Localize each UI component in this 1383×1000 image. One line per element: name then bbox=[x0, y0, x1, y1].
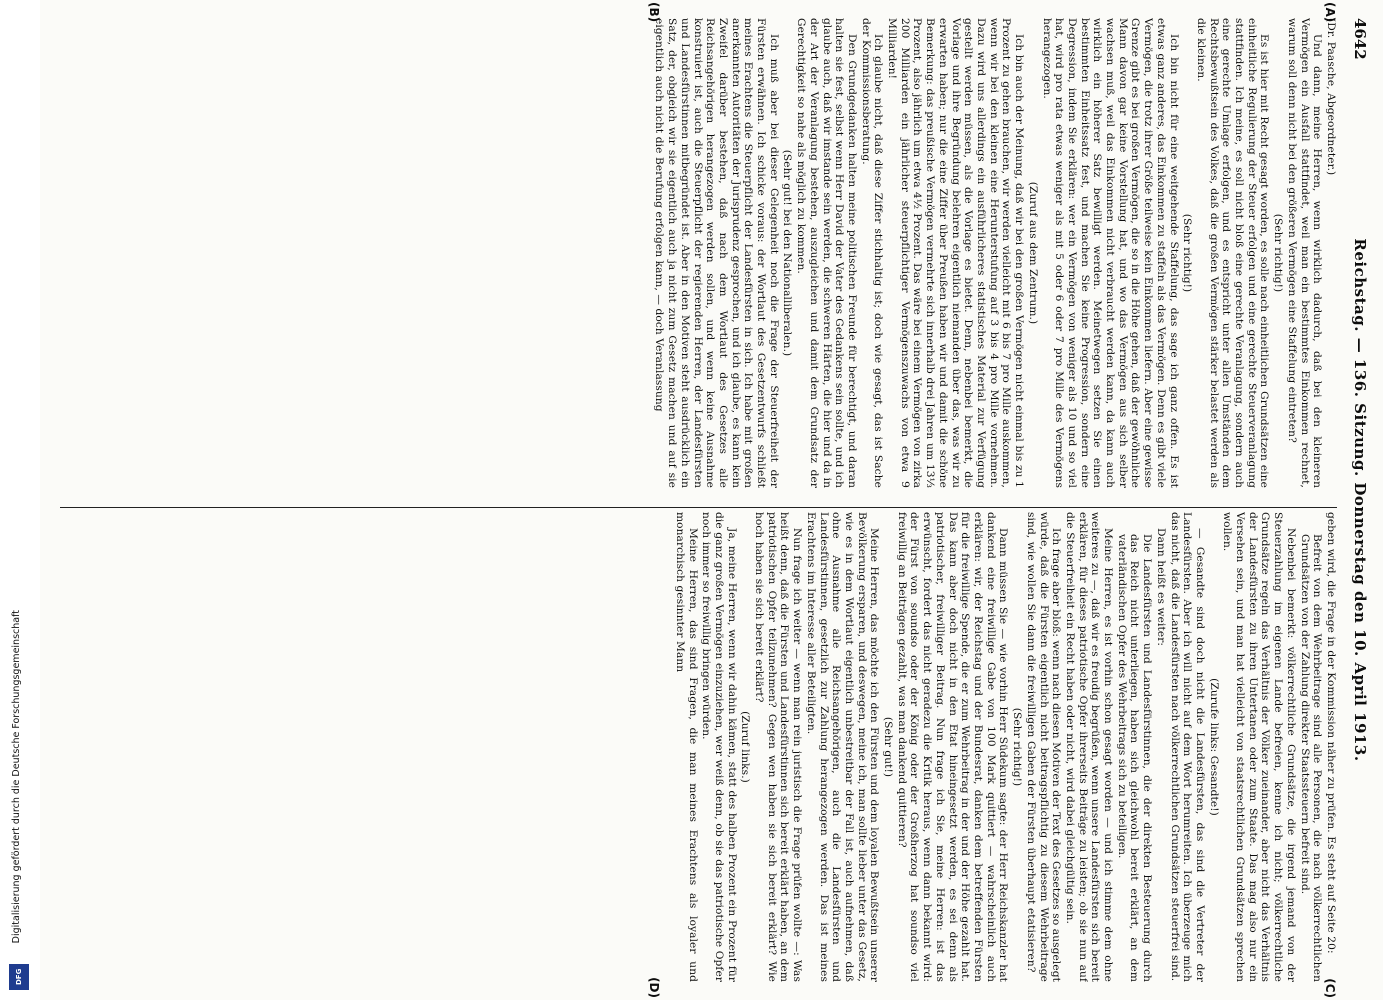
left-column-paragraph: (Sehr richtig!) bbox=[1272, 213, 1285, 293]
left-column-paragraph: Ich glaube nicht, daß diese Ziffer stichhaltig ist; doch wie gesagt, das ist Sache der Kommissionsberatung. bbox=[859, 18, 885, 488]
right-column-paragraph: Dann heißt es weiter: bbox=[1154, 528, 1167, 647]
right-column-paragraph: Meine Herren, das möchte ich den Fürsten und dem loyalen Bewußtsein unserer Bevölkerung ersparen, und deswegen, meine ich, man sollte lieber unter das Gesetz, wie es in dem Wortlaut eigentlich unbestreitbar der Fall ist, auch aufnehmen, daß ohne Ausnahme alle Reichsangehörigen, auch die Landesfürsten und Landesfürstinnen, gesetzlich zur Zahlung herangezogen werden. Das ist meines Erachtens im Interesse aller Beteiligten. bbox=[804, 512, 881, 982]
left-column-paragraph: (Sehr gut! bei den Nationalliberalen.) bbox=[781, 149, 794, 357]
right-column-paragraph: — Gesandte sind doch nicht die Landesfürsten, das sind die Vertreter der Landesfürsten. Aber ich will nicht auf dem Wort herumreiten. Ich überzeuge mich das nicht, daß die Landesfürsten nach völkerrechtlichen Grundsätzen steuerfrei sind. bbox=[1168, 512, 1206, 982]
right-column-paragraph: Dann müssen Sie — wie vorhin Herr Südekum sagte: der Herr Reichskanzler hat dankend eine freiwillige Gabe von 100 Mark quittiert — wahrscheinlich auch erklären: wir, der Reichstag und der Bundesrat, danken dem betreffenden Fürsten für die freiwillige Spende, die er zum Wehrbeitrag in der und der Höhe gezahlt hat. Das kann aber doch nicht in den Etat hineingesetzt werden, es sei denn als patriotischer, freiwilliger Beitrag. Nun frage ich Sie, meine Herren: ist das erwünscht, fordert das nicht geradezu die Kritik heraus, wenn dann bekannt wird: der Fürst von soundso oder der König oder der Großherzog hat soundso viel freiwillig an Beiträgen gezahlt, was man dankend quittieren? bbox=[895, 512, 1010, 982]
right-column-paragraph: Ich frage aber bloß: wenn nach diesen Motiven der Text des Gesetzes so ausgelegt würde, daß die Fürsten eigentlich nicht beitragspflichtig zu diesem Wehrbeitrage sind, wie wollen Sie dann die freiwilligen Gaben der Fürsten überhaupt etatisieren? bbox=[1024, 512, 1063, 982]
right-column bbox=[60, 512, 1337, 982]
right-column-paragraph: Befreit von dem Wehrbeitrage sind alle Personen, die nach völkerrechtlichen Grundsätzen von der Zahlung direkter Staatssteuern befreit sind. bbox=[1298, 534, 1324, 982]
left-column-paragraph: Ich bin nicht für eine weitgehende Staffelung, das sage ich ganz offen. Es ist etwas ganz anderes, das Einkommen zu staffeln als das Vermögen. Denn es gibt viele Vermögen, die trotz ihrer Größe teilweise kein Einkommen liefern. Aber eine gewisse Grenze gibt es bei großen Vermögen, die so in die Höhe gehen, daß der gewöhnliche Mann davon gar keine Vorstellung hat, und wo das Vermögen aus sich selber wachsen muß, weil das Einkommen nicht verbraucht werden kann, da kann auch wirklich ein höherer Satz bewilligt werden. Meinetwegen setzen Sie einen bestimmten Einheitssatz fest, und machen Sie keine Progression, sondern eine Degression, indem Sie erklären: wer ein Vermögen von weniger als 10 und so viel hat, wird pro rata etwas weniger als mit 5 oder 6 oder 7 pro Mille des Vermögens herangezogen. bbox=[1040, 18, 1180, 488]
right-column-paragraph: Nebenbei bemerkt: völkerrechtliche Grundsätze, die irgend jemand von der Steuerzahlung im eigenen Lande befreien, kenne ich nicht; völkerrechtliche Grundsätze regeln das Verhältnis der Völker zueinander, aber nicht das Verhältnis der Landesfürsten zu ihren Untertanen oder zum Staate. Das mag also nur ein Versehen sein, und man hat vielleicht von staatsrechtlichen Grundsätzen sprechen wollen. bbox=[1221, 512, 1297, 982]
margin-letter-c: (C) bbox=[1323, 978, 1337, 998]
right-column-paragraph: (Zurufe links: Gesandte!) bbox=[1207, 678, 1220, 816]
page-header bbox=[1347, 18, 1369, 982]
digitization-footer bbox=[0, 0, 40, 1000]
right-column-paragraph: (Zuruf links.) bbox=[739, 711, 752, 783]
right-column-paragraph: (Sehr gut!) bbox=[882, 716, 895, 778]
scanned-page bbox=[40, 0, 1383, 1000]
left-column-paragraph: Ich bin auch der Meinung, daß wir bei den großen Vermögen nicht einmal bis zu 1 Prozent zu gehen brauchen, wir werden vielleicht mit 6 bis 7 pro Mille auskommen, wenn wir bei den kleinen eine Herunterstufung auf 3 bis 4 pro Mille vornehmen. Dazu wird uns allerdings ein ausführlicheres statistisches Material zur Verfügung gestellt werden müssen, als die Vorlage es bietet. Denn, nebenbei bemerkt, die Vorlage und ihre Begründung belehren eigentlich niemanden über das, was wir zu erwarten haben; nur die eine Ziffer über Preußen haben wir und damit die schöne Bemerkung: das preußische Vermögen vermehrte sich innerhalb drei Jahren um 13⅓ Prozent, also jährlich um etwa 4½ Prozent. Das wäre bei einem Vermögen von zirka 200 Milliarden ein jährlicher steuerpflichtiger Vermögenszuwachs von etwa 9 Milliarden! bbox=[886, 18, 1026, 488]
left-column-paragraph: Und dann, meine Herren, wenn wirklich dadurch, daß bei den kleineren Vermögen ein Ausfall stattfindet, weil man ein bestimmtes Einkommen rechnet, warum soll denn nicht bei den größeren Vermögen eine Staffelung eintreten? bbox=[1285, 18, 1324, 488]
right-column-paragraph: (Sehr richtig!) bbox=[1011, 707, 1024, 787]
page-number: 4642 bbox=[1351, 18, 1369, 60]
scanned-page-viewport bbox=[40, 0, 1383, 1000]
left-column-paragraph: Es ist hier mit Recht gesagt worden, es solle nach einheitlichen Grundsätzen eine einheitliche Regulierung der Steuer erfolgen und eine gerechte Steuerveranlagung stattfinden. Ich meine, es soll nicht bloß eine gerechte Veranlagung, sondern auch eine gerechte Umlage erfolgen, und es entspricht unter allen Umständen dem Rechtsbewußtsein des Volkes, daß die großen Vermögen stärker belastet werden als die kleinen. bbox=[1194, 18, 1271, 488]
left-column bbox=[60, 18, 1337, 488]
left-column-paragraph: Den Grundgedanken halten meine politischen Freunde für berechtigt, und daran halten sie fest, selbst wenn Herr David der Vater des Gedankens sein sollte, und ich glaube auch, daß wir imstande sein werden, die schweren Härten, die hier und da in der Art der Veranlagung bestehen, auszugleichen und damit dem Grundsatz der Gerechtigkeit so nahe als möglich zu kommen. bbox=[795, 18, 858, 488]
dfg-credit-text: Digitalisierung gefördert durch die Deutsche Forschungsgemeinschaft bbox=[11, 610, 22, 944]
text-columns bbox=[60, 18, 1337, 982]
right-column-paragraph: Meine Herren, es ist vorhin schon gesagt worden — und ich stimme dem ohne weiteres zu —, daß wir es freudig begrüßen, wenn unsere Landesfürsten sich bereit erklären, für dieses patriotische Opfer ihrerseits Beiträge zu leisten; ob sie nun auf die Steuerfreiheit ein Recht haben oder nicht, wird dabei gleichgültig sein. bbox=[1063, 512, 1115, 982]
session-title: Reichstag. — 136. Sitzung. Donnerstag den 10. April 1913. bbox=[1351, 238, 1369, 762]
margin-letter-d: (D) bbox=[647, 977, 661, 998]
right-column-paragraph: Die Landesfürsten und Landesfürstinnen, die der direkten Besteuerung durch das Reich nicht unterliegen, haben sich gleichwohl bereit erklärt, an dem vaterländischen Opfer des Wehrbeitrags sich zu beteiligen. bbox=[1115, 534, 1154, 982]
margin-letter-b: (B) bbox=[647, 2, 661, 23]
right-column-paragraph: Meine Herren, das sind Fragen, die man meines Erachtens als loyaler und monarchisch gesinnter Mann bbox=[673, 512, 699, 982]
right-column-paragraph: Ja, meine Herren, wenn wir dahin kämen, statt des halben Prozent ein Prozent für die ganz großen Vermögen einzuziehen, wer weiß denn, ob sie das patriotische Opfer noch immer so freiwillig bringen würden. bbox=[700, 512, 738, 982]
left-column-paragraph: (Zuruf aus dem Zentrum.) bbox=[1026, 181, 1039, 325]
dfg-logo-icon: DFG bbox=[9, 964, 29, 990]
left-column-paragraph: (Sehr richtig!) bbox=[1181, 213, 1194, 293]
margin-letter-a: (A) bbox=[1323, 2, 1337, 23]
right-column-paragraph: Nun frage ich weiter — wenn man rein juristisch die Frage prüfen wollte —: Was heißt denn, daß die Fürsten und Landesfürstinnen sich bereit erklärt haben, an dem patriotischen Opfer teilzunehmen? Gegen wen haben sie sich bereit erklärt? Wie hoch haben sie sich bereit erklärt? bbox=[753, 512, 804, 982]
left-column-paragraph: (Dr. Paasche, Abgeordneter.) bbox=[1325, 18, 1337, 176]
left-column-paragraph: Ich muß aber bei dieser Gelegenheit noch die Frage der Steuerfreiheit der Fürsten erwähnen. Ich schicke voraus: der Wortlaut des Gesetzentwurfs schließt meines Erachtens die Steuerpflicht der Landesfürsten in sich. Ich habe mit großen anerkannten Autoritäten der Jurisprudenz gesprochen, und ich glaube, es kann kein Zweifel darüber bestehen, daß nach dem Wortlaut des Gesetzes alle Reichsangehörigen herangezogen werden sollen, und wenn keine Ausnahme konstruiert ist, auch die Steuerpflicht der regierenden Herren, der Landesfürsten und Landesfürstinnen mitbegründet ist. Aber in den Motiven steht ausdrücklich ein Satz, der, obgleich wir sie eigentlich auch ja nicht zum Gesetz machen und auf sie eigentlich auch nicht die Berufung erfolgen kann, — doch Veranlassung bbox=[653, 18, 780, 488]
column-divider bbox=[60, 507, 1337, 508]
right-column-paragraph: geben wird, die Frage in der Kommission näher zu prüfen. Es steht auf Seite 20: bbox=[1325, 512, 1337, 954]
